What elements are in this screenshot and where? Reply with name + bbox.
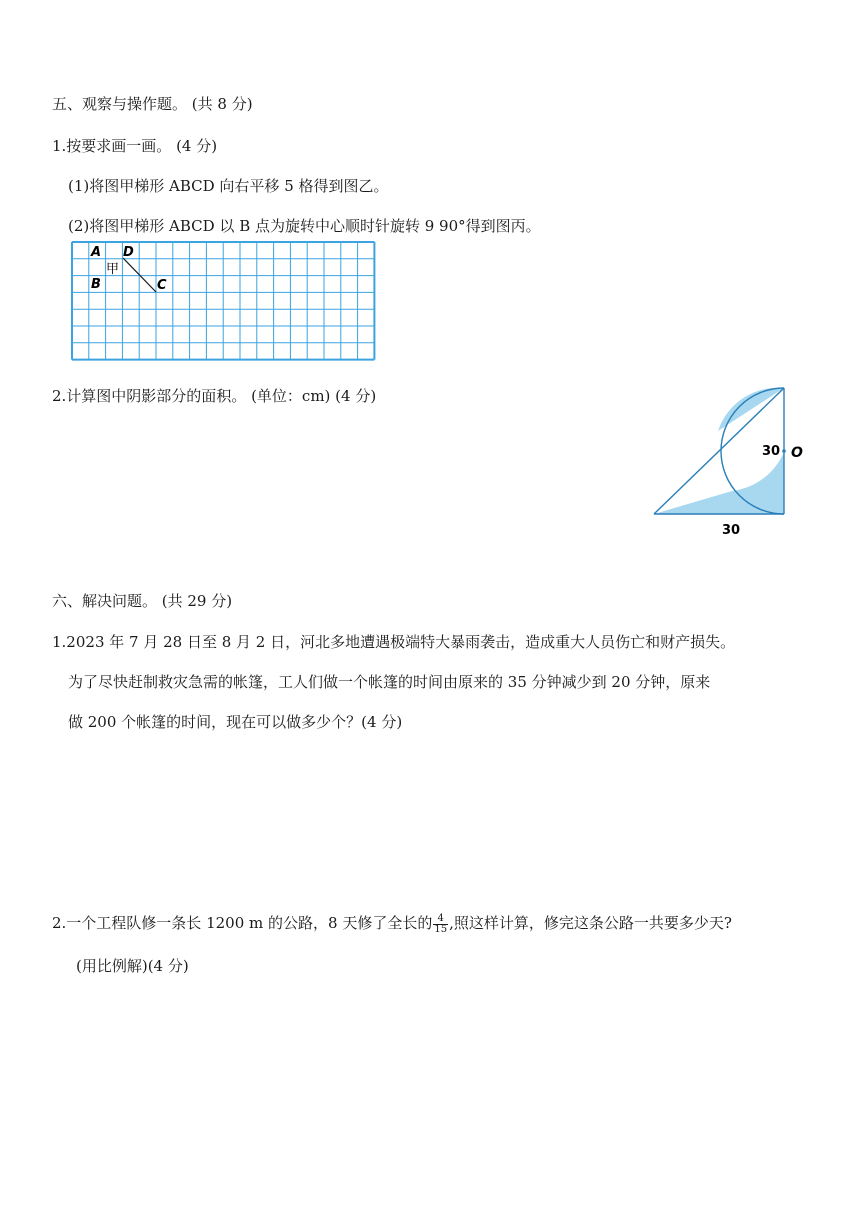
center-point [782,449,786,453]
label-c: C [157,278,167,293]
shaded-lower [654,452,784,514]
q6-1-line1: 1.2023 年 7 月 28 日至 8 月 2 日，河北多地遭遇极端特大暴雨袭击，造成重大人员伤亡和财产损失。 [52,633,736,651]
label-b: B [91,277,101,292]
section5-heading: 五、观察与操作题。 (共 8 分) [52,95,253,113]
label-d: D [123,245,134,260]
q6-2-text-before: 2.一个工程队修一条长 1200 m 的公路，8 天修了全长的 [52,914,433,932]
q6-1-line2: 为了尽快赶制救灾急需的帐篷，工人们做一个帐篷的时间由原来的 35 分钟减少到 20 分钟，原来 [68,673,711,691]
fraction-numerator: 4 [433,914,448,925]
grid-figure [70,240,376,362]
q6-2-text-after: ,照这样计算，修完这条公路一共要多少天? [449,914,732,932]
q6-2-line2: (用比例解)(4 分) [76,957,189,975]
shape-label-jia: 甲 [106,262,120,277]
shaded-upper [718,388,784,431]
fraction-denominator: 15 [434,923,448,935]
q6-2-line1 [52,913,732,935]
q5-1-sub2: (2)将图甲梯形 ABCD 以 B 点为旋转中心顺时针旋转 9 90°得到图丙。 [68,217,541,235]
fraction-4-15 [433,914,448,935]
q6-1-line3: 做 200 个帐篷的时间，现在可以做多少个？(4 分) [68,713,403,731]
q5-1-sub1: (1)将图甲梯形 ABCD 向右平移 5 格得到图乙。 [68,177,389,195]
label-a: A [91,245,102,260]
section6-heading: 六、解决问题。 (共 29 分) [52,592,233,610]
height-label: 30 [762,444,781,459]
q5-1-title: 1.按要求画一画。 (4 分) [52,137,218,155]
grid-lines [72,242,374,360]
shaded-area-figure [648,382,818,542]
center-label-o: O [791,445,803,461]
base-label: 30 [722,523,741,538]
q5-2-title: 2.计算图中阴影部分的面积。 (单位：cm) (4 分) [52,387,377,405]
